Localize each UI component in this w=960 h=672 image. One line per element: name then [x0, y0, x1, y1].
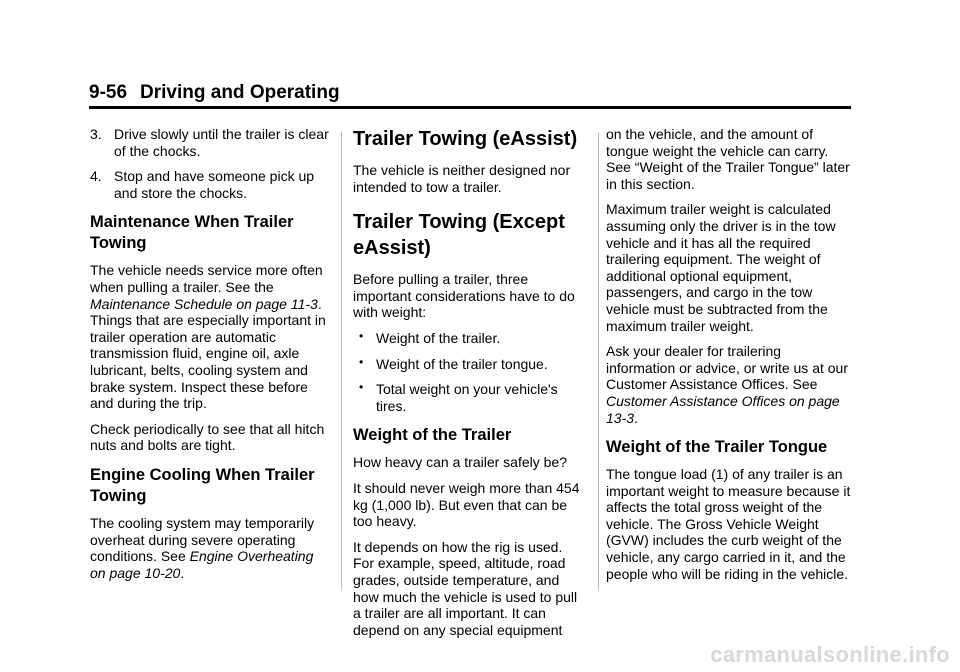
- considerations-paragraph: Before pulling a trailer, three important considerations have to do with weight:: [353, 271, 575, 321]
- weight-heading: Weight of the Trailer: [353, 426, 512, 445]
- header-rule: [89, 106, 851, 109]
- step-3: [90, 126, 330, 159]
- cooling-heading: Engine Cooling When Trailer Towing: [90, 465, 315, 505]
- maintenance-paragraph: [90, 262, 330, 411]
- eassist-heading: Trailer Towing (eAssist): [353, 128, 578, 150]
- text-run: The cooling system may temporarily overheat during severe operating conditions. See: [90, 514, 315, 565]
- weight-question: How heavy can a trailer safely be?: [353, 454, 567, 471]
- column-1: [90, 126, 330, 590]
- hitch-paragraph: Check periodically to see that all hitch nuts and bolts are tight.: [90, 420, 325, 454]
- weight-limit-paragraph: It should never weigh more than 454 kg (1,000 lb). But even that can be too heavy.: [353, 479, 580, 530]
- weight-depends-paragraph: It depends on how the rig is used. For example, speed, altitude, road grades, outside temperature, and how much the vehicle is used to pull a trailer are all important. It can depend on any special equipment: [353, 538, 578, 638]
- continued-paragraph: on the vehicle, and the amount of tongue weight the vehicle can carry. See “Weight of the Trailer Tongue” later in this section.: [606, 126, 850, 192]
- bullet-item: [353, 330, 581, 347]
- text-run: The vehicle needs service more often when pulling a trailer. See the: [90, 262, 323, 295]
- bullet-icon: •: [359, 328, 364, 343]
- section-title: Driving and Operating: [140, 82, 340, 103]
- dealer-paragraph: [606, 343, 854, 426]
- column-3: [606, 126, 854, 591]
- column-divider-right: [598, 132, 599, 590]
- column-divider-left: [341, 132, 342, 590]
- text-run: . Things that are especially important in trailer operation are automatic transmission fluid, engine oil, axle lubricant, belts, cooling system and brake system. Inspect these before and during the trip.: [90, 295, 326, 412]
- step-4: [90, 168, 330, 201]
- header-title: [89, 80, 851, 106]
- customer-assistance-link[interactable]: Customer Assistance Offices on page 13-3: [606, 392, 840, 426]
- text-run: Ask your dealer for trailering information or advice, or write us at our Customer Assistance Offices. See: [606, 343, 848, 393]
- text-run: .: [180, 564, 185, 581]
- cooling-paragraph: [90, 515, 330, 581]
- page-number: 9-56: [89, 82, 128, 103]
- tongue-heading: Weight of the Trailer Tongue: [606, 438, 828, 457]
- watermark: carmanualsonline.info: [710, 642, 950, 667]
- step-number: 4.: [90, 168, 102, 185]
- bullet-icon: •: [359, 354, 364, 369]
- step-text: Drive slowly until the trailer is clear of the chocks.: [114, 126, 329, 159]
- text-run: .: [634, 409, 638, 426]
- bullet-text: Total weight on your vehicle's tires.: [376, 381, 558, 414]
- tongue-paragraph: The tongue load (1) of any trailer is an important weight to measure because it affects the total gross weight of the vehicle. The Gross Vehicle Weight (GVW) includes the curb weight of the vehicle, any cargo carried in it, and the people who will be riding in the vehicle.: [606, 466, 851, 582]
- step-number: 3.: [90, 126, 102, 142]
- bullet-item: [353, 356, 581, 373]
- bullet-text: Weight of the trailer.: [376, 329, 501, 346]
- column-2: [353, 126, 581, 647]
- except-eassist-heading: Trailer Towing (Except eAssist): [353, 211, 565, 260]
- bullet-text: Weight of the trailer tongue.: [376, 355, 548, 372]
- bullet-item: [353, 381, 581, 414]
- max-weight-paragraph: Maximum trailer weight is calculated assuming only the driver is in the tow vehicle and it has all the required trailering equipment. The weight of additional optional equipment, passengers, and cargo in the tow vehicle must be subtracted from the maximum trailer weight.: [606, 201, 836, 334]
- bullet-icon: •: [359, 380, 364, 395]
- step-text: Stop and have someone pick up and store the chocks.: [114, 168, 315, 201]
- eassist-paragraph: The vehicle is neither designed nor intended to tow a trailer.: [353, 162, 571, 195]
- maintenance-schedule-link[interactable]: Maintenance Schedule on page 11-3: [90, 295, 318, 312]
- page-header: [89, 80, 851, 109]
- maintenance-heading: Maintenance When Trailer Towing: [90, 213, 294, 253]
- engine-overheating-link[interactable]: Engine Overheating on page 10-20: [90, 548, 314, 581]
